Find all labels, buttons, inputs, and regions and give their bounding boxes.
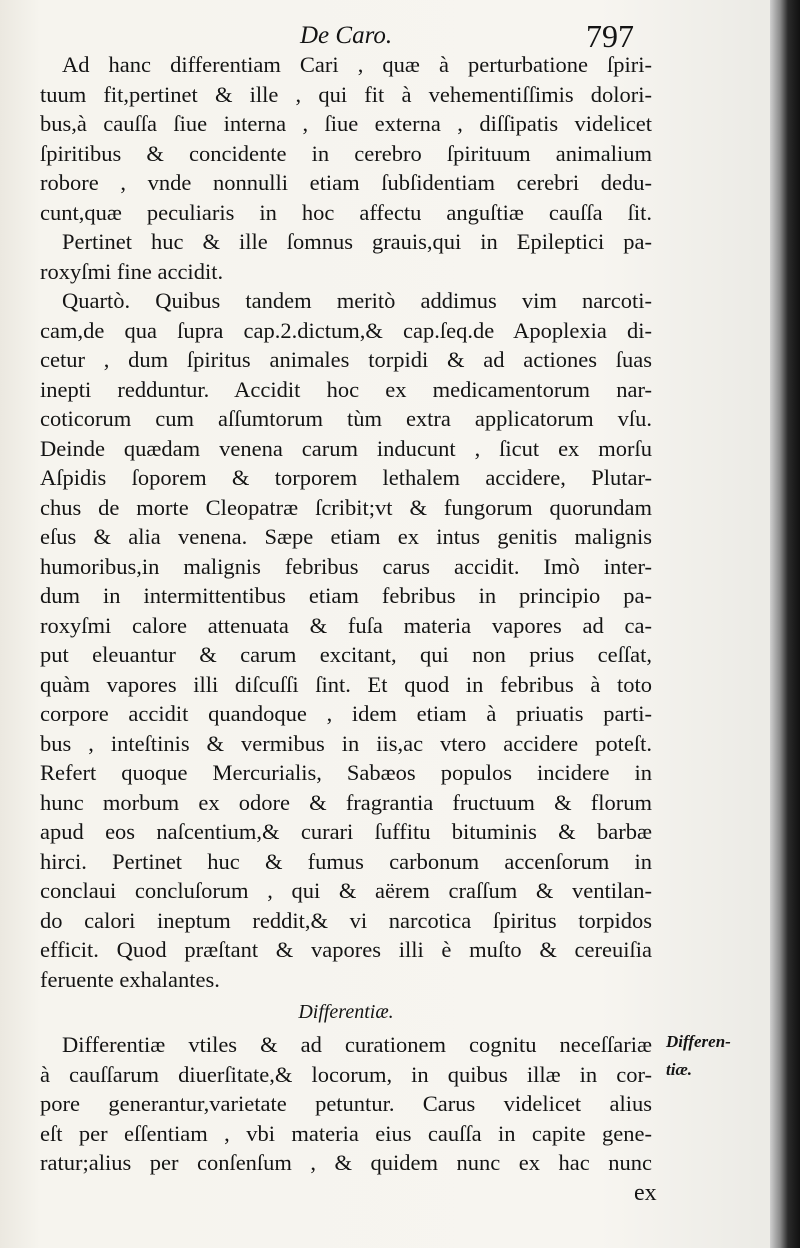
text-line: Ad hanc differentiam Cari , quæ à perturbatione ſpiri- xyxy=(62,52,652,77)
text-line: Aſpidis ſoporem & torporem lethalem accidere, Plutar- xyxy=(40,465,652,490)
marginal-note-line: Differen- xyxy=(666,1032,731,1051)
main-text xyxy=(40,50,652,1178)
text-line: chus de morte Cleopatræ ſcribit;vt & fungorum quorundam xyxy=(40,494,652,520)
text-line: Pertinet huc & ille ſomnus grauis,qui in Epileptici pa- xyxy=(62,229,652,254)
text-line: efficit. Quod præſtant & vapores illi è muſto & cereuiſia xyxy=(40,937,652,962)
text-line: corpore accidit quandoque , idem etiam à priuatis parti- xyxy=(40,701,652,726)
marginal-note-line: tiæ. xyxy=(666,1060,692,1079)
text-line: à cauſſarum diuerſitate,& locorum, in quibus illæ in cor- xyxy=(40,1061,652,1087)
text-line: roxyſmi calore attenuata & fuſa materia vapores ad ca- xyxy=(40,612,652,638)
text-line: ratur;alius per conſenſum , & quidem nunc ex hac nunc xyxy=(40,1150,652,1175)
marginal-note xyxy=(666,1028,731,1084)
text-line: bus , inteſtinis & vermibus in iis,ac vtero accidere poteſt. xyxy=(40,730,652,756)
text-line: ſpiritibus & concidente in cerebro ſpirituum animalium xyxy=(40,140,652,166)
text-line: Differentiæ vtiles & ad curationem cognitu neceſſariæ xyxy=(62,1032,652,1057)
text-line: quàm vapores illi diſcuſſi ſint. Et quod in febribus à toto xyxy=(40,671,652,697)
text-line: tuum fit,pertinet & ille , qui fit à vehementiſſimis dolori- xyxy=(40,81,652,107)
text-line: hunc morbum ex odore & fragrantia fructuum & florum xyxy=(40,789,652,815)
text-line: pore generantur,varietate petuntur. Carus videlicet alius xyxy=(40,1091,652,1116)
text-line: Refert quoque Mercurialis, Sabæos populos incidere in xyxy=(40,760,652,785)
text-line: cunt,quæ peculiaris in hoc affectu anguſtiæ cauſſa ſit. xyxy=(40,199,652,225)
text-line: conclaui concluſorum , qui & aërem craſſum & ventilan- xyxy=(40,878,652,903)
text-line: hirci. Pertinet huc & fumus carbonum accenſorum in xyxy=(40,848,652,874)
text-line: apud eos naſcentium,& curari ſuffitu bituminis & barbæ xyxy=(40,819,652,844)
text-line: coticorum cum aſſumtorum tùm extra applicatorum vſu. xyxy=(40,406,652,431)
text-line: humoribus,in malignis febribus carus accidit. Imò inter- xyxy=(40,553,652,579)
text-line: roxyſmi fine accidit. xyxy=(40,258,224,284)
text-line: Quartò. Quibus tandem meritò addimus vim narcoti- xyxy=(62,288,652,313)
text-line: Deinde quædam venena carum inducunt , ſicut ex morſu xyxy=(40,435,652,461)
page-number: 797 xyxy=(586,18,634,54)
text-line: cetur , dum ſpiritus animales torpidi & ad actiones ſuas xyxy=(40,347,652,372)
text-line: put eleuantur & carum excitant, qui non prius ceſſat, xyxy=(40,642,652,667)
text-line: feruente exhalantes. xyxy=(40,966,220,992)
text-line: robore , vnde nonnulli etiam ſubſidentiam cerebri dedu- xyxy=(40,170,652,195)
text-line: cam,de qua ſupra cap.2.dictum,& cap.ſeq.de Apoplexia di- xyxy=(40,317,652,343)
running-title: De Caro. xyxy=(300,22,393,49)
text-line: dum in intermittentibus etiam febribus in principio pa- xyxy=(40,583,652,608)
catchword: ex xyxy=(634,1180,657,1206)
text-line: eſt per eſſentiam , vbi materia eius cauſſa in capite gene- xyxy=(40,1120,652,1146)
text-line: bus,à cauſſa ſiue interna , ſiue externa , diſſipatis videlicet xyxy=(40,111,652,136)
text-line: do calori ineptum reddit,& vi narcotica ſpiritus torpidos xyxy=(40,907,652,933)
book-spine xyxy=(770,0,800,1248)
text-line: inepti redduntur. Accidit hoc ex medicamentorum nar- xyxy=(40,376,652,402)
section-heading: Differentiæ. xyxy=(298,1001,394,1023)
text-line: eſus & alia venena. Sæpe etiam ex intus genitis malignis xyxy=(40,524,652,549)
